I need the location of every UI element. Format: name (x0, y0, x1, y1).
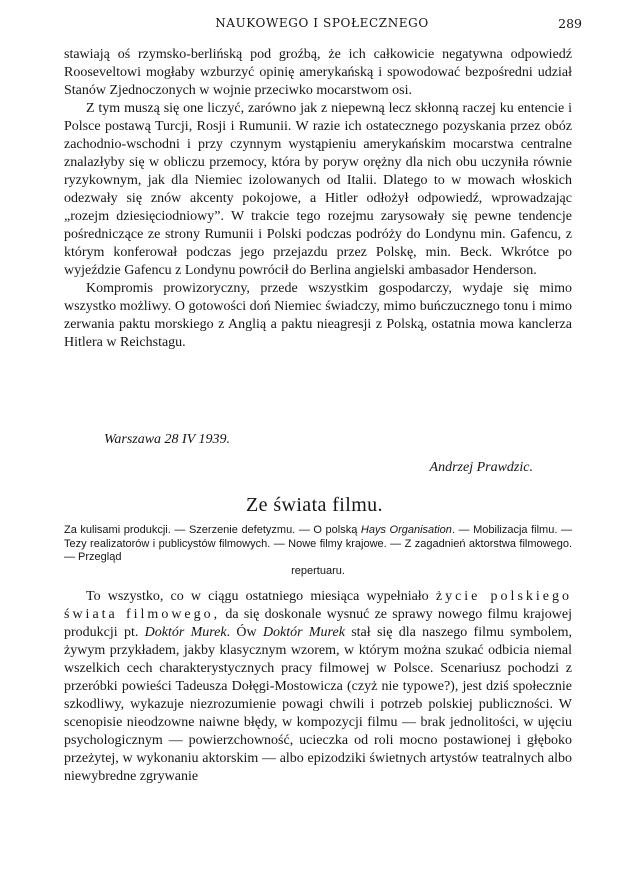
article-text (64, 46, 572, 352)
author-signature: Andrzej Prawdzic. (429, 460, 533, 475)
running-head (62, 16, 582, 36)
spaced-emphasis: życie polskiego świata filmowego, (64, 589, 572, 622)
paragraph: Kompromis prowizoryczny, przede wszystkim gospodarczy, wydaje się mimo wszystko możliwy. O gotowości doń Niemiec świadczy, mimo buńczucznego tonu i mimo zerwania paktu morskiego z Anglią a paktu nieagresji z Polską, ostatnia mowa kanclerza Hitlera w Reichstagu. (64, 281, 572, 350)
section-title: Ze świata filmu. (246, 494, 383, 516)
summary-last-line: repertuaru. (291, 564, 345, 577)
paragraph: Z tym muszą się one liczyć, zarówno jak z niepewną lecz skłonną raczej ku entencie i Polsce postawą Turcji, Rosji i Rumunii. W razie ich ostatecznego pozyskania przez obóz zachodnio-wschodni i przy czynnym wystąpieniu amerykańskim mocarstwa centralne znalazłyby się w obliczu przemocy, która by poryw orężny dla nich obu uczyniła równie ryzykownym, jak dla Niemiec izolowanych od Italii. Dlatego to w mowach włoskich odezwały się znów akcenty pokojowe, a Hitler odłożył odpowiedź, wprowadzając „rozejm dziesięciodniowy”. W trakcie tego rozejmu zarysowały się pewne tendencje pośredniczące ze strony Rumunii i Polski podczas podróży do Londynu min. Gafencu, z którym konferował podczas jego przejazdu przez Polskę, min. Beck. Wkrótce po wyjeździe Gafencu z Londynu powrócił do Berlina angielski ambasador Henderson. (64, 101, 572, 278)
running-head-title: NAUKOWEGO I SPOŁECZNEGO (215, 16, 429, 30)
film-title: Doktór Murek (262, 625, 345, 640)
paragraph-continuation: stawiają oś rzymsko-berlińską pod groźbą, że ich całkowicie negatywna odpowiedź Rooseveltowi mogłaby wzburzyć opinię amerykańską i spowodować bezpośredni udział Stanów Zjednoczonych w wojnie przeciwko mocarstwom osi. (64, 47, 572, 98)
section-summary (64, 524, 572, 578)
summary-text: Za kulisami produkcji. — Szerzenie defetyzmu. — O polską (64, 524, 361, 536)
summary-text: . — Mobilizacja filmu. — Tezy realizatorów i publicystów filmowych. — Nowe filmy krajowe. — Z zagadnień aktorstwa filmowego. — Przegląd (64, 524, 572, 563)
paragraph-text: . Ów (226, 625, 263, 640)
paragraph-opening: To wszystko, co w ciągu ostatniego miesiąca wypełniało (86, 589, 429, 604)
film-title: Doktór Murek (144, 625, 227, 640)
paragraph (64, 588, 572, 786)
summary-hays-organisation: Hays Organisation (360, 524, 452, 536)
paragraph-text: stał się dla naszego filmu symbolem, żywym przykładem, jakby klasycznym wzorem, w którym można szukać odbicia niemal wszelkich cech charakterystycznych pracy filmowej w Polsce. Scenariusz pochodzi z przeróbki powieści Tadeusza Dołęgi-Mostowicza (czyż nie typowe?), jest dziś społecznie szkodliwy, wykazuje niezrozumienie powagi chwili i potrzeb polskiej publiczności. W scenopisie nieodzowne naiwne błędy, w kompozycji filmu — brak jednolitości, w ujęciu psychologicznym — powierzchowność, ucieczka od roli mocno postawionej i głęboko przeżytej, w wykonaniu aktorskim — albo epizodziki świetnych artystów teatralnych albo niewybredne zgrywanie (64, 625, 573, 784)
paragraph-text: da się doskonale wysnuć ze sprawy nowego filmu krajowej produkcji pt. (64, 607, 572, 640)
dateline: Warszawa 28 IV 1939. (104, 432, 231, 447)
film-article-text (64, 588, 572, 786)
page-number: 289 (558, 16, 582, 31)
